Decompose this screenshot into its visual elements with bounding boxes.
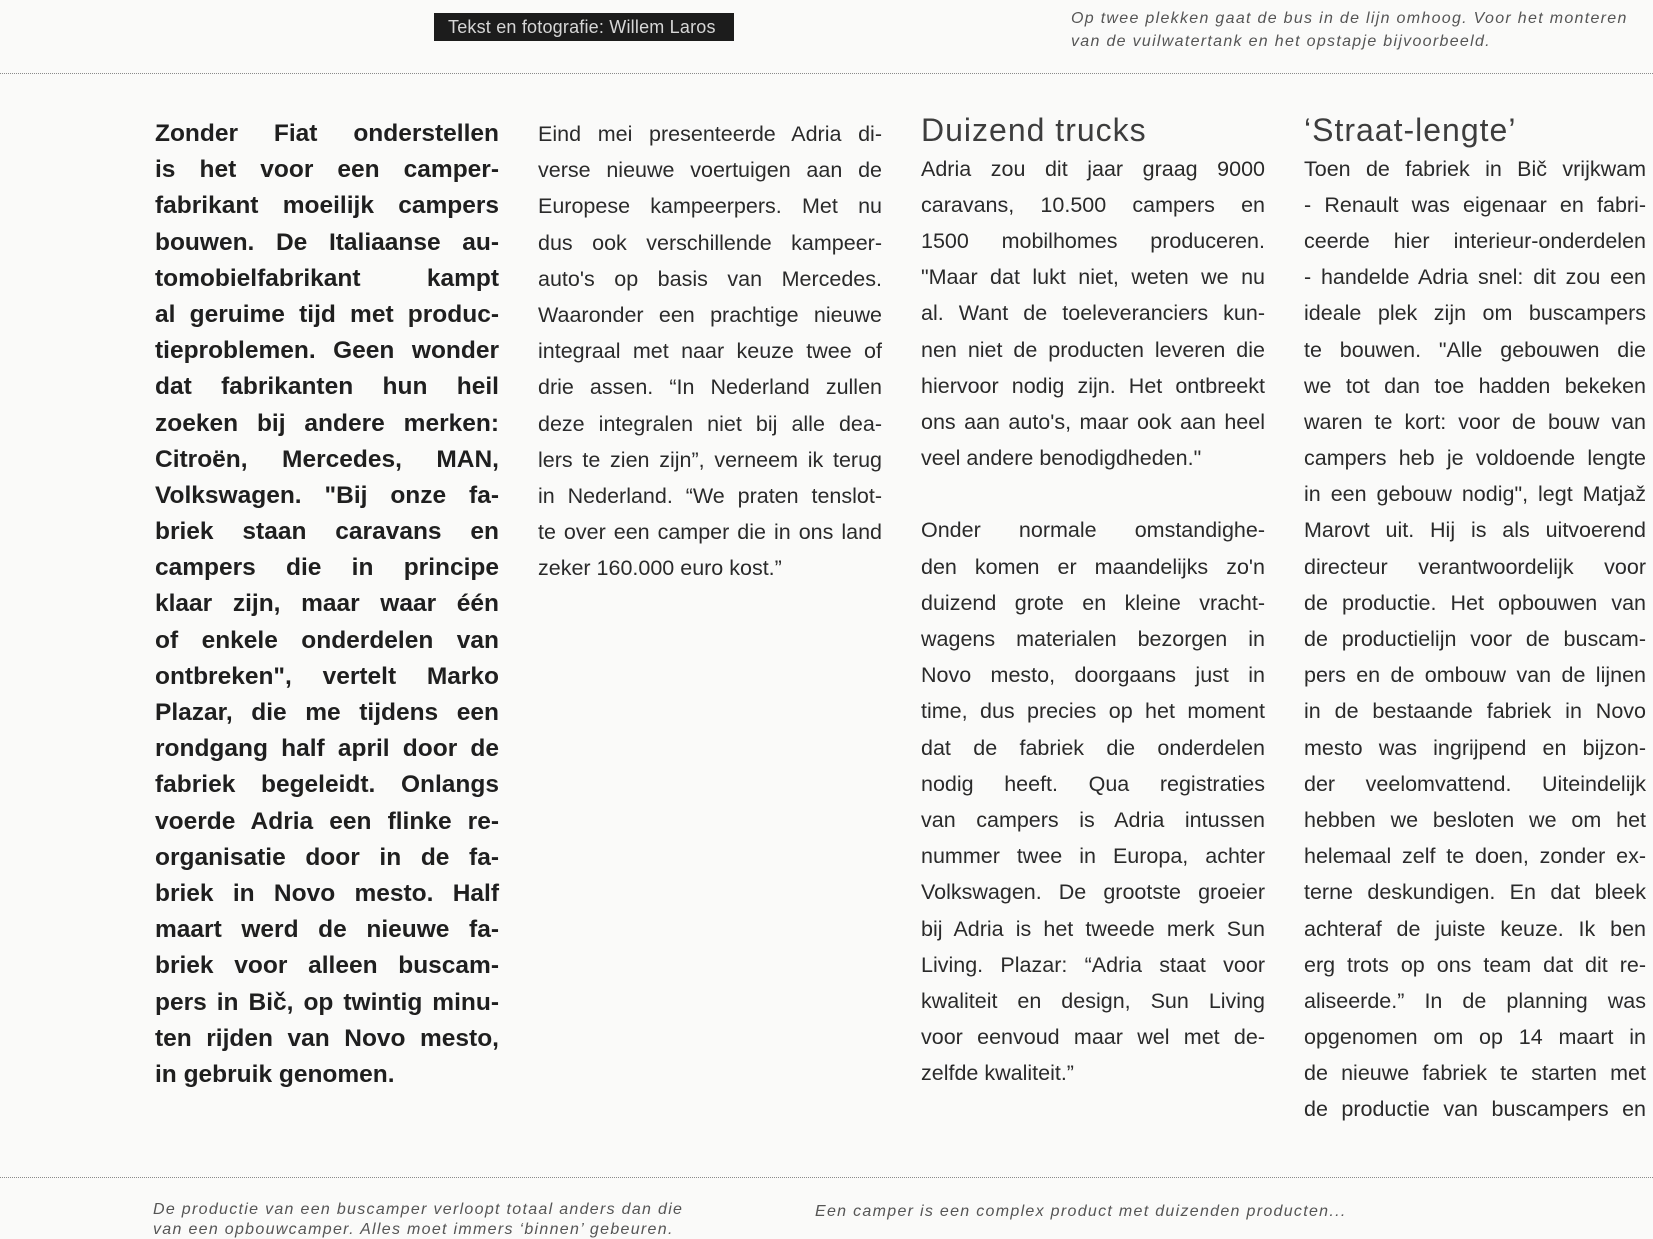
section-heading-duizend-trucks: Duizend trucks (921, 112, 1147, 148)
text-line: de productielijn voor de buscam- (1304, 627, 1646, 652)
text-line: achteraf de juiste keuze. Ik ben (1304, 916, 1646, 941)
text-line: Toen de fabriek in Bič vrijkwam (1304, 156, 1646, 181)
text-line: Living. Plazar: “Adria staat voor (921, 952, 1265, 977)
text-line: hiervoor nodig zijn. Het ontbreekt (921, 373, 1265, 398)
text-line: fabriek begeleidt. Onlangs (155, 771, 499, 799)
text-line: zelfde kwaliteit.” (921, 1061, 1074, 1086)
text-line: Citroën, Mercedes, MAN, (155, 445, 499, 473)
text-line: bouwen. De Italiaanse au- (155, 228, 499, 256)
text-line: Volkswagen. De grootste groeier (921, 880, 1265, 905)
text-line: dat de fabriek die onderdelen (921, 735, 1265, 760)
text-line: pers en de ombouw van de lijnen (1304, 663, 1646, 688)
text-line: de productie. Het opbouwen van (1304, 590, 1646, 615)
text-line: Zonder Fiat onderstellen (155, 120, 499, 147)
text-line: we tot dan toe hadden bekeken (1304, 373, 1646, 398)
text-line: wagens materialen bezorgen in (921, 627, 1265, 652)
text-line: maart werd de nieuwe fa- (155, 916, 499, 944)
text-line: erg trots op ons team dat dit re- (1304, 952, 1646, 977)
text-line: van campers is Adria intussen (921, 807, 1265, 832)
paragraph (921, 151, 1265, 477)
text-line: de nieuwe fabriek te starten met (1304, 1061, 1646, 1086)
text-line: nen niet de producten leveren die (921, 337, 1265, 362)
text-line: in de bestaande fabriek in Novo (1304, 699, 1646, 724)
text-line: verse nieuwe voertuigen aan de (538, 158, 882, 183)
text-line: deze integralen niet bij alle dea- (538, 411, 882, 436)
text-line: veel andere benodigdheden." (921, 446, 1202, 471)
text-line: Adria zou dit jaar graag 9000 (921, 156, 1265, 181)
text-line: Waaronder een prachtige nieuwe (538, 302, 882, 327)
text-line: Marovt uit. Hij is als uitvoerend (1304, 518, 1646, 543)
text-line: te over een camper die in ons land (538, 520, 882, 545)
text-line: bij Adria is het tweede merk Sun (921, 916, 1265, 941)
text-line: pers in Bič, op twintig minu- (155, 988, 499, 1016)
byline: Tekst en fotografie: Willem Laros (434, 13, 734, 41)
dotted-divider (0, 1177, 1653, 1178)
text-line: - Renault was eigenaar en fabri- (1304, 192, 1646, 217)
text-line: 1500 mobilhomes produceren. (921, 228, 1265, 253)
text-line: zeker 160.000 euro kost.” (538, 556, 782, 581)
text-line: terne deskundigen. En dat bleek (1304, 880, 1646, 905)
text-line: Plazar, die me tijdens een (155, 699, 499, 726)
photo-caption-top (1071, 7, 1646, 53)
text-line: - handelde Adria snel: dit zou een (1304, 265, 1646, 290)
text-line: briek staan caravans en (155, 518, 499, 546)
text-line: opgenomen om op 14 maart in (1304, 1025, 1646, 1050)
text-line: mesto was ingrijpend en bijzon- (1304, 735, 1646, 760)
text-line: klaar zijn, maar waar één (155, 590, 499, 618)
text-line: caravans, 10.500 campers en (921, 192, 1265, 217)
text-line: den komen er maandelijks zo'n (921, 554, 1265, 579)
text-line: organisatie door in de fa- (155, 843, 499, 871)
text-line: rondgang half april door de (155, 735, 499, 763)
text-line: Europese kampeerpers. Met nu (538, 194, 882, 219)
article-column-4 (1304, 151, 1646, 1128)
text-line: ons aan auto's, maar ook aan heel (921, 409, 1265, 434)
text-line: Novo mesto, doorgaans just in (921, 663, 1265, 688)
text-line: voerde Adria een flinke re- (155, 807, 499, 835)
text-line: hebben we besloten we om het (1304, 807, 1646, 832)
text-line: in Nederland. “We praten tenslot- (538, 483, 882, 508)
text-line: duizend grote en kleine vracht- (921, 590, 1265, 615)
text-line: briek voor alleen buscam- (155, 952, 499, 980)
text-line: of enkele onderdelen van (155, 626, 499, 654)
text-line: al. Want de toeleveranciers kun- (921, 301, 1265, 326)
text-line: zoeken bij andere merken: (155, 409, 499, 437)
text-line: dus ook verschillende kampeer- (538, 230, 882, 255)
text-line: der veelomvattend. Uiteindelijk (1304, 771, 1646, 796)
photo-caption-bottom-left (153, 1200, 753, 1239)
article-column-2 (538, 116, 882, 586)
text-line: ideale plek zijn om buscampers (1304, 301, 1646, 326)
text-line: tieproblemen. Geen wonder (155, 337, 499, 365)
text-line: drie assen. “In Nederland zullen (538, 375, 882, 400)
text-line: integraal met naar keuze twee of (538, 339, 882, 364)
text-line: waren te kort: voor de bouw van (1304, 409, 1646, 434)
text-line: helemaal zelf te doen, zonder ex- (1304, 844, 1646, 869)
text-line: al geruime tijd met produc- (155, 300, 499, 328)
text-line: directeur verantwoordelijk voor (1304, 554, 1646, 579)
article-intro-column (155, 116, 499, 1093)
caption-line: van een opbouwcamper. Alles moet immers ‘binnen’ gebeuren. (153, 1220, 674, 1238)
caption-line: van de vuilwatertank en het opstapje bijvoorbeeld. (1071, 33, 1491, 50)
text-line: in een gebouw nodig", legt Matjaž (1304, 482, 1646, 507)
dotted-divider (0, 73, 1653, 74)
photo-caption-bottom-right (815, 1202, 1415, 1222)
text-line: in gebruik genomen. (155, 1060, 395, 1088)
text-line: ontbreken", vertelt Marko (155, 662, 499, 690)
text-line: ten rijden van Novo mesto, (155, 1024, 499, 1052)
text-line: ceerde hier interieur-onderdelen (1304, 228, 1646, 253)
text-line: voor eenvoud maar wel met de- (921, 1025, 1265, 1050)
text-line: te bouwen. "Alle gebouwen die (1304, 337, 1646, 362)
text-line: campers die in principe (155, 554, 499, 582)
text-line: "Maar dat lukt niet, weten we nu (921, 265, 1265, 290)
text-line: is het voor een camper- (155, 156, 499, 184)
text-line: briek in Novo mesto. Half (155, 879, 499, 907)
text-line: auto's op basis van Mercedes. (538, 266, 882, 291)
text-line: de productie van buscampers en (1304, 1097, 1646, 1122)
caption-line: De productie van een buscamper verloopt totaal anders dan die (153, 1201, 684, 1218)
text-line: Onder normale omstandighe- (921, 518, 1265, 543)
text-line: nummer twee in Europa, achter (921, 844, 1265, 869)
text-line: time, dus precies op het moment (921, 699, 1265, 724)
text-line: tomobielfabrikant kampt (155, 264, 499, 292)
section-heading-straat-lengte: ‘Straat-lengte’ (1304, 112, 1517, 148)
article-column-3 (921, 151, 1265, 1092)
text-line: lers te zien zijn”, verneem ik terug (538, 447, 882, 472)
paragraph (921, 512, 1265, 1091)
text-line: campers heb je voldoende lengte (1304, 446, 1646, 471)
text-line: dat fabrikanten hun heil (155, 373, 499, 401)
text-line: kwaliteit en design, Sun Living (921, 988, 1265, 1013)
text-line: fabrikant moeilijk campers (155, 192, 499, 220)
text-line: Volkswagen. "Bij onze fa- (155, 481, 499, 509)
text-line: Eind mei presenteerde Adria di- (538, 122, 882, 146)
text-line: aliseerde.” In de planning was (1304, 988, 1646, 1013)
caption-line: Op twee plekken gaat de bus in de lijn omhoog. Voor het monteren (1071, 10, 1628, 27)
text-line: nodig heeft. Qua registraties (921, 771, 1265, 796)
caption-line: Een camper is een complex product met duizenden producten... (815, 1203, 1347, 1220)
